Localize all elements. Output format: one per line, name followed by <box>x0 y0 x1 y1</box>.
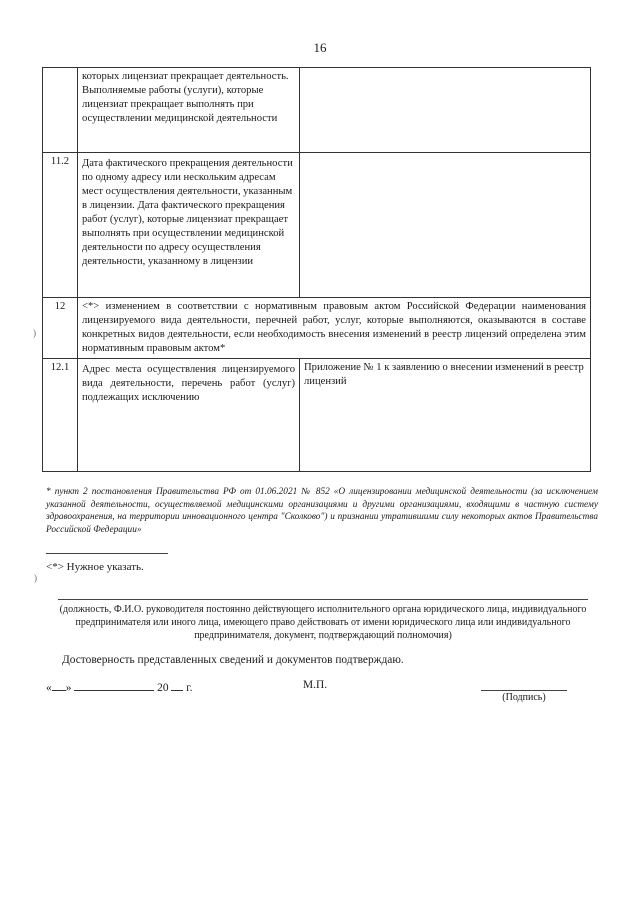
signatory-caption: (должность, Ф.И.О. руководителя постоянно действующего исполнительного органа юридического лица, индивидуального предпринимателя или иного лица, имеющего право действовать от имени юридического лица или индивидуального предпринимателя, документ, подтверждающий полномочия) <box>59 604 587 641</box>
row-description: которых лицензиат прекращает деятельность. Выполняемые работы (услуги), которые лицензиат прекращает выполнять при осуществлении медицинской деятельности <box>78 68 300 153</box>
row-number: 12.1 <box>43 359 78 472</box>
date-field <box>46 679 192 694</box>
table-row <box>43 68 591 153</box>
page-number: 16 <box>313 40 327 55</box>
footnote: * пункт 2 постановления Правительства РФ от 01.06.2021 № 852 «О лицензировании медицинской деятельности (за исключением указанной деятельности, осуществляемой медицинскими организациями и другими организациями, входящими в частную систему здравоохранения, на территории инновационного центра "Сколково") и признании утратившими силу некоторых актов Правительства Российской Федерации» <box>46 487 598 535</box>
row-value-field[interactable]: Приложение № 1 к заявлению о внесении изменений в реестр лицензий <box>300 359 591 472</box>
day-blank[interactable] <box>52 679 66 691</box>
row-number <box>43 68 78 153</box>
confirmation-text: Достоверность представленных сведений и документов подтверждаю. <box>62 654 404 666</box>
date-open-quote: « <box>46 682 52 694</box>
row-description: Адрес места осуществления лицензируемого вида деятельности, перечень работ (услуг) подлежащих исключению <box>78 359 300 472</box>
row-value-field[interactable] <box>300 68 591 153</box>
date-close-quote: » <box>65 682 72 694</box>
signature-line[interactable] <box>481 690 567 691</box>
table-row <box>43 153 591 298</box>
row-description: Дата фактического прекращения деятельности по одному адресу или нескольким адресам мест осуществления деятельности, указанным в лицензии. Дата фактического прекращения работ (услуг), которые лицензиат прекращает выполнять при осуществлении медицинской деятельности по адресу осуществления деятельности, указанному в лицензии <box>78 153 300 298</box>
margin-mark: ) <box>34 573 37 583</box>
table-row <box>43 359 591 472</box>
stamp-label: М.П. <box>303 679 328 691</box>
year-blank[interactable] <box>171 679 183 691</box>
footnote-divider <box>46 553 168 554</box>
month-blank[interactable] <box>74 679 154 691</box>
row-value-field[interactable] <box>300 153 591 298</box>
row-number: 12 <box>43 298 78 359</box>
row-merged-text: <*> изменением в соответствии с нормативным правовым актом Российской Федерации наименования лицензируемого вида деятельности, перечней работ, услуг, которые выполняются, оказываются в составе конкретных видов деятельности, если необходимость внесения изменений в реестр лицензий определена этим нормативным правовым актом* <box>78 298 591 359</box>
signatory-line[interactable] <box>58 599 588 600</box>
application-table <box>42 67 591 472</box>
table-row <box>43 298 591 359</box>
row-number: 11.2 <box>43 153 78 298</box>
year-prefix: 20 <box>157 682 169 694</box>
note-text: <*> Нужное указать. <box>46 561 144 573</box>
year-suffix: г. <box>186 682 193 694</box>
signature-caption: (Подпись) <box>502 692 546 703</box>
margin-mark: ) <box>33 328 36 338</box>
